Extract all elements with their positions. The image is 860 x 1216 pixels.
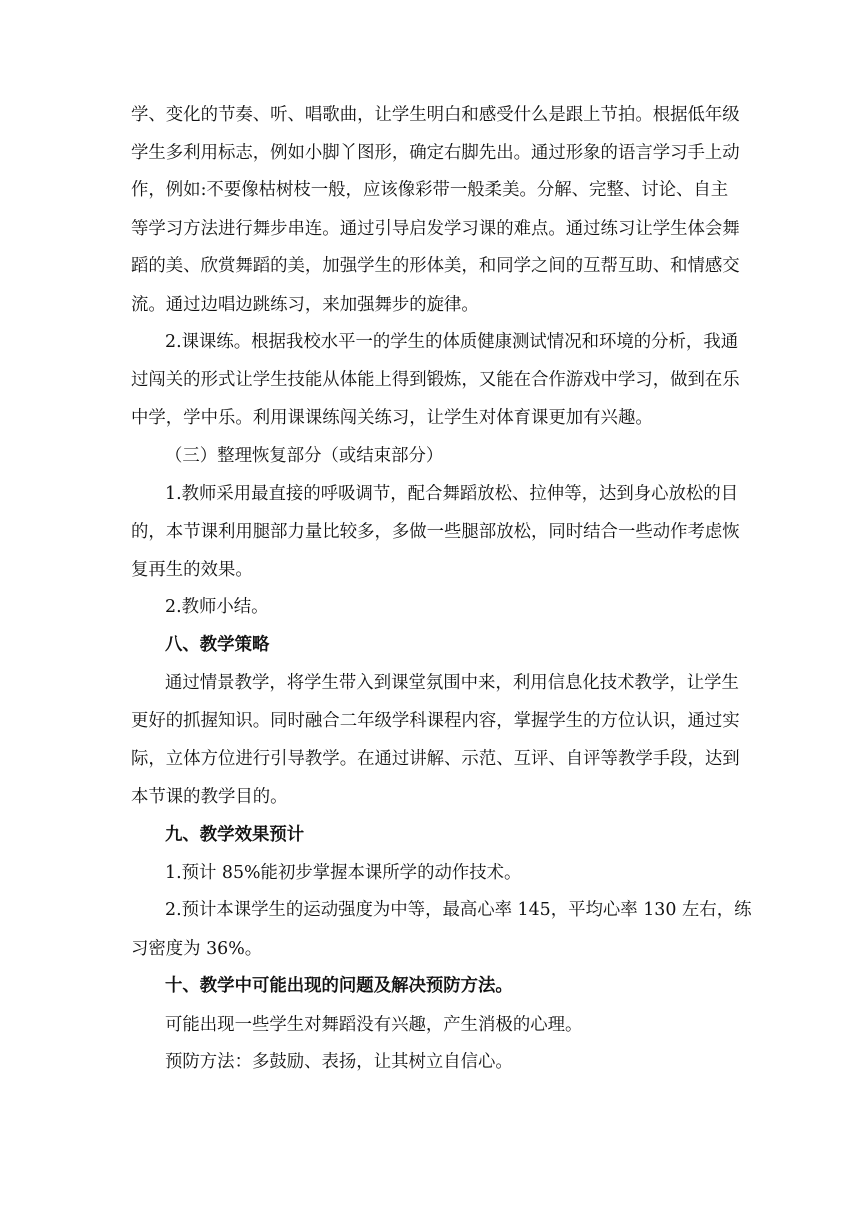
section-heading: 九、教学效果预计: [165, 825, 305, 845]
paragraph-line: 2.预计本课学生的运动强度为中等，最高心率 145，平均心率 130 左右，练: [165, 900, 752, 920]
paragraph-line: 复再生的效果。: [131, 560, 253, 580]
paragraph-line: 学、变化的节奏、听、唱歌曲，让学生明白和感受什么是跟上节拍。根据低年级: [131, 105, 740, 125]
paragraph-line: 预防方法：多鼓励、表扬，让其树立自信心。: [165, 1052, 513, 1072]
paragraph-line: 可能出现一些学生对舞蹈没有兴趣，产生消极的心理。: [165, 1015, 583, 1035]
paragraph-line: 通过情景教学，将学生带入到课堂氛围中来，利用信息化技术教学，让学生: [165, 673, 739, 693]
paragraph-line: 中学，学中乐。利用课课练闯关练习，让学生对体育课更加有兴趣。: [131, 408, 653, 428]
paragraph-line: 蹈的美、欣赏舞蹈的美，加强学生的形体美，和同学之间的互帮互助、和情感交: [131, 256, 740, 276]
paragraph-line: 学生多利用标志，例如小脚丫图形，确定右脚先出。通过形象的语言学习手上动: [131, 143, 740, 163]
paragraph-line: 本节课的教学目的。: [131, 787, 288, 807]
paragraph-line: 作，例如:不要像枯树枝一般，应该像彩带一般柔美。分解、完整、讨论、自主: [131, 180, 729, 200]
paragraph-line: 2.教师小结。: [165, 597, 269, 617]
paragraph-line: 的，本节课利用腿部力量比较多，多做一些腿部放松，同时结合一些动作考虑恢: [131, 522, 740, 542]
paragraph-line: 流。通过边唱边跳练习，来加强舞步的旋律。: [131, 295, 479, 315]
paragraph-line: 等学习方法进行舞步串连。通过引导启发学习课的难点。通过练习让学生体会舞: [131, 219, 740, 239]
section-heading: 十、教学中可能出现的问题及解决预防方法。: [165, 976, 513, 996]
paragraph-line: 更好的抓握知识。同时融合二年级学科课程内容，掌握学生的方位认识，通过实: [131, 711, 740, 731]
section-heading: 八、教学策略: [165, 635, 270, 655]
section-subheading: （三）整理恢复部分（或结束部分）: [165, 446, 444, 466]
paragraph-line: 1.预计 85%能初步掌握本课所学的动作技术。: [165, 863, 522, 883]
paragraph-line: 1.教师采用最直接的呼吸调节，配合舞蹈放松、拉伸等，达到身心放松的目: [165, 484, 739, 504]
paragraph-line: 习密度为 36%。: [131, 939, 263, 959]
paragraph-line: 际，立体方位进行引导教学。在通过讲解、示范、互评、自评等教学手段，达到: [131, 749, 740, 769]
paragraph-line: 过闯关的形式让学生技能从体能上得到锻炼，又能在合作游戏中学习，做到在乐: [131, 370, 740, 390]
paragraph-line: 2.课课练。根据我校水平一的学生的体质健康测试情况和环境的分析，我通: [165, 332, 739, 352]
